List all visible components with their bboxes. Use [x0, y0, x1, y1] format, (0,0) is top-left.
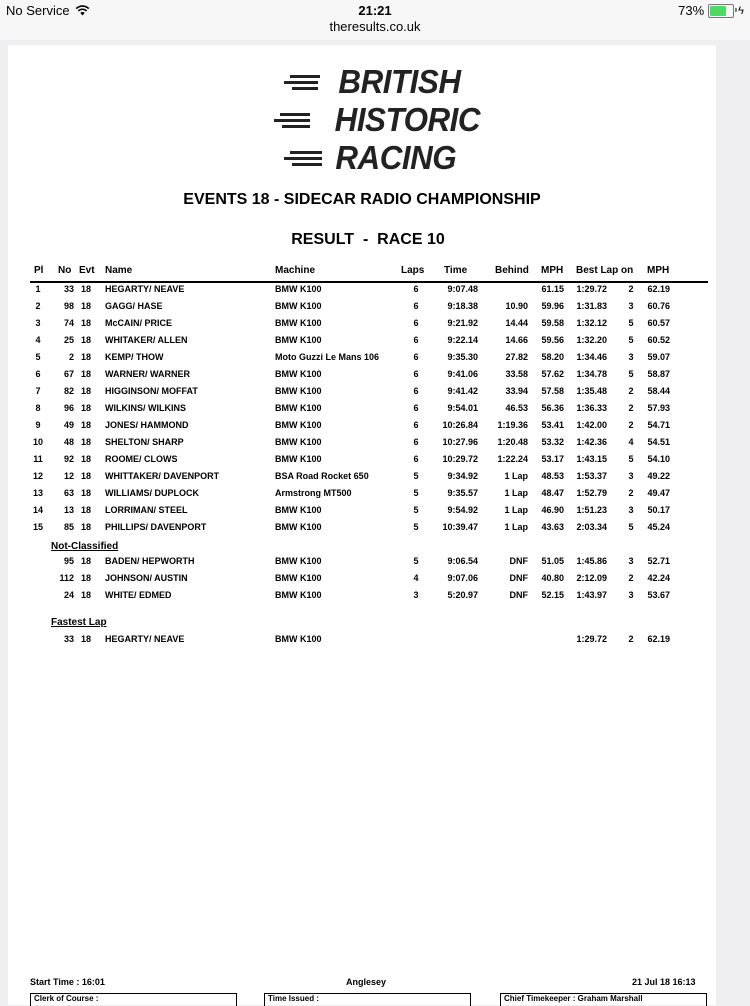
- header-laps: Laps: [401, 265, 425, 276]
- cell-laps: 5: [413, 488, 419, 498]
- cell-on: 3: [628, 505, 634, 515]
- issue-date: 21 Jul 18 16:13: [632, 977, 696, 987]
- cell-behind: 14.66: [505, 335, 528, 345]
- cell-machine: BMW K100: [275, 437, 322, 447]
- cell-name: HIGGINSON/ MOFFAT: [105, 386, 198, 396]
- cell-behind: 1 Lap: [504, 471, 528, 481]
- cell-best: 1:43.97: [576, 590, 607, 600]
- fastest-lap-row: [8, 633, 716, 650]
- cell-machine: BMW K100: [275, 634, 322, 644]
- cell-no: 25: [63, 335, 74, 345]
- cell-no: 33: [63, 634, 74, 644]
- cell-time: 9:35.30: [447, 352, 478, 362]
- cell-bmph: 54.71: [647, 420, 670, 430]
- result-row: [8, 402, 716, 419]
- not-classified-row: [8, 555, 716, 572]
- cell-mph: 48.47: [541, 488, 564, 498]
- cell-evt: 18: [81, 352, 92, 362]
- cell-on: 2: [628, 386, 634, 396]
- cell-mph: 56.36: [541, 403, 564, 413]
- result-row: [8, 419, 716, 436]
- cell-pl: 6: [35, 369, 41, 379]
- cell-best: 1:43.15: [576, 454, 607, 464]
- cell-evt: 18: [81, 573, 92, 583]
- cell-on: 3: [628, 471, 634, 481]
- cell-behind: DNF: [509, 590, 528, 600]
- header-name: Name: [105, 265, 133, 276]
- cell-name: JONES/ HAMMOND: [105, 420, 189, 430]
- cell-best: 1:42.00: [576, 420, 607, 430]
- cell-on: 2: [628, 403, 634, 413]
- cell-name: WILLIAMS/ DUPLOCK: [105, 488, 199, 498]
- cell-machine: BMW K100: [275, 403, 322, 413]
- cell-on: 3: [628, 556, 634, 566]
- cell-behind: 1:20.48: [497, 437, 528, 447]
- cell-no: 74: [63, 318, 74, 328]
- cell-time: 10:26.84: [442, 420, 478, 430]
- result-row: [8, 470, 716, 487]
- result-row: [8, 385, 716, 402]
- cell-no: 67: [63, 369, 74, 379]
- cell-pl: 14: [32, 505, 43, 515]
- cell-mph: 53.41: [541, 420, 564, 430]
- cell-time: 9:35.57: [447, 488, 478, 498]
- cell-laps: 5: [413, 556, 419, 566]
- cell-pl: 9: [35, 420, 41, 430]
- cell-behind: DNF: [509, 573, 528, 583]
- cell-on: 3: [628, 352, 634, 362]
- result-row: [8, 351, 716, 368]
- cell-name: WARNER/ WARNER: [105, 369, 190, 379]
- battery-icon: [708, 4, 734, 18]
- race-title: RESULT - RACE 10: [291, 231, 445, 248]
- cell-name: McCAIN/ PRICE: [105, 318, 173, 328]
- charging-bolt-icon: ϟ: [738, 4, 744, 17]
- carrier-label: No Service: [6, 3, 70, 18]
- cell-best: 1:31.83: [576, 301, 607, 311]
- cell-machine: BMW K100: [275, 454, 322, 464]
- cell-on: 5: [628, 454, 634, 464]
- header-mph: MPH: [541, 265, 564, 276]
- cell-behind: 1:19.36: [497, 420, 528, 430]
- cell-mph: 59.96: [541, 301, 564, 311]
- cell-name: HEGARTY/ NEAVE: [105, 284, 185, 294]
- cell-mph: 46.90: [541, 505, 564, 515]
- header-best-mph: MPH: [647, 265, 670, 276]
- cell-laps: 5: [413, 505, 419, 515]
- cell-name: JOHNSON/ AUSTIN: [105, 573, 188, 583]
- cell-time: 9:54.01: [447, 403, 478, 413]
- cell-laps: 5: [413, 471, 419, 481]
- result-row: [8, 283, 716, 300]
- cell-laps: 6: [413, 454, 419, 464]
- result-row: [8, 453, 716, 470]
- cell-machine: BMW K100: [275, 505, 322, 515]
- cell-machine: BMW K100: [275, 420, 322, 430]
- cell-evt: 18: [81, 284, 92, 294]
- cell-mph: 48.53: [541, 471, 564, 481]
- results-document: [8, 45, 716, 1005]
- cell-time: 9:34.92: [447, 471, 478, 481]
- cell-no: 33: [63, 284, 74, 294]
- result-row: [8, 334, 716, 351]
- battery-fill: [710, 6, 726, 16]
- cell-on: 4: [628, 437, 634, 447]
- cell-laps: 6: [413, 420, 419, 430]
- header-time: Time: [444, 265, 468, 276]
- cell-mph: 57.58: [541, 386, 564, 396]
- cell-pl: 2: [35, 301, 41, 311]
- cell-evt: 18: [81, 454, 92, 464]
- cell-bmph: 62.19: [647, 284, 670, 294]
- result-row: [8, 368, 716, 385]
- cell-pl: 15: [32, 522, 43, 532]
- cell-best: 1:29.72: [576, 634, 607, 644]
- cell-bmph: 54.10: [647, 454, 670, 464]
- cell-no: 2: [68, 352, 74, 362]
- cell-evt: 18: [81, 488, 92, 498]
- cell-name: WHITAKER/ ALLEN: [105, 335, 188, 345]
- cell-name: GAGG/ HASE: [105, 301, 163, 311]
- cell-on: 2: [628, 634, 634, 644]
- cell-time: 10:29.72: [442, 454, 478, 464]
- cell-time: 9:22.14: [447, 335, 478, 345]
- status-bar: [0, 0, 750, 40]
- cell-mph: 53.17: [541, 454, 564, 464]
- cell-laps: 6: [413, 437, 419, 447]
- cell-on: 2: [628, 284, 634, 294]
- cell-behind: 33.58: [505, 369, 528, 379]
- cell-mph: 43.63: [541, 522, 564, 532]
- logo-text-racing: RACING: [335, 139, 456, 176]
- cell-name: HEGARTY/ NEAVE: [105, 634, 185, 644]
- cell-evt: 18: [81, 369, 92, 379]
- cell-behind: 46.53: [505, 403, 528, 413]
- cell-mph: 52.15: [541, 590, 564, 600]
- cell-evt: 18: [81, 556, 92, 566]
- cell-bmph: 45.24: [647, 522, 670, 532]
- cell-on: 2: [628, 420, 634, 430]
- cell-evt: 18: [81, 318, 92, 328]
- result-row: [8, 436, 716, 453]
- championship-title: EVENTS 18 - SIDECAR RADIO CHAMPIONSHIP: [183, 191, 541, 208]
- cell-no: 63: [63, 488, 74, 498]
- cell-bmph: 49.47: [647, 488, 670, 498]
- cell-behind: 1 Lap: [504, 488, 528, 498]
- cell-bmph: 53.67: [647, 590, 670, 600]
- cell-no: 112: [59, 573, 74, 583]
- cell-behind: DNF: [509, 556, 528, 566]
- cell-name: WHITE/ EDMED: [105, 590, 172, 600]
- cell-time: 9:18.38: [447, 301, 478, 311]
- cell-laps: 6: [413, 284, 419, 294]
- result-row: [8, 504, 716, 521]
- cell-laps: 4: [413, 573, 419, 583]
- cell-no: 13: [63, 505, 74, 515]
- cell-best: 2:03.34: [576, 522, 607, 532]
- cell-evt: 18: [81, 590, 92, 600]
- cell-evt: 18: [81, 634, 92, 644]
- cell-bmph: 60.52: [647, 335, 670, 345]
- cell-machine: BMW K100: [275, 573, 322, 583]
- cell-name: WILKINS/ WILKINS: [105, 403, 186, 413]
- clock: 21:21: [358, 3, 392, 18]
- cell-behind: 14.44: [505, 318, 528, 328]
- cell-name: BADEN/ HEPWORTH: [105, 556, 195, 566]
- cell-machine: BMW K100: [275, 335, 322, 345]
- cell-laps: 6: [413, 352, 419, 362]
- cell-name: LORRIMAN/ STEEL: [105, 505, 188, 515]
- cell-best: 1:52.79: [576, 488, 607, 498]
- result-row: [8, 487, 716, 504]
- cell-on: 3: [628, 590, 634, 600]
- cell-best: 1:51.23: [576, 505, 607, 515]
- header-best-lap-on: Best Lap on: [576, 265, 634, 276]
- cell-on: 3: [628, 301, 634, 311]
- chief-timekeeper-box: Chief Timekeeper : Graham Marshall: [500, 993, 707, 1006]
- cell-pl: 1: [35, 284, 41, 294]
- cell-time: 10:39.47: [442, 522, 478, 532]
- cell-name: KEMP/ THOW: [105, 352, 164, 362]
- cell-machine: BMW K100: [275, 301, 322, 311]
- cell-on: 5: [628, 522, 634, 532]
- cell-best: 1:32.12: [576, 318, 607, 328]
- cell-bmph: 60.76: [647, 301, 670, 311]
- cell-time: 9:41.42: [447, 386, 478, 396]
- cell-laps: 6: [413, 386, 419, 396]
- cell-machine: Moto Guzzi Le Mans 106: [275, 352, 380, 362]
- cell-bmph: 58.44: [647, 386, 670, 396]
- cell-time: 5:20.97: [447, 590, 478, 600]
- cell-on: 2: [628, 488, 634, 498]
- cell-best: 1:29.72: [576, 284, 607, 294]
- cell-bmph: 62.19: [647, 634, 670, 644]
- cell-pl: 4: [35, 335, 41, 345]
- cell-best: 1:34.78: [576, 369, 607, 379]
- cell-no: 85: [63, 522, 74, 532]
- cell-best: 2:12.09: [576, 573, 607, 583]
- cell-no: 12: [63, 471, 74, 481]
- cell-laps: 6: [413, 403, 419, 413]
- cell-laps: 5: [413, 522, 419, 532]
- cell-name: WHITTAKER/ DAVENPORT: [105, 471, 220, 481]
- cell-time: 9:41.06: [447, 369, 478, 379]
- cell-mph: 58.20: [541, 352, 564, 362]
- cell-no: 48: [63, 437, 74, 447]
- cell-no: 24: [63, 590, 74, 600]
- bhr-logo: [278, 63, 480, 176]
- cell-no: 92: [63, 454, 74, 464]
- cell-machine: BMW K100: [275, 318, 322, 328]
- cell-pl: 13: [32, 488, 43, 498]
- cell-evt: 18: [81, 335, 92, 345]
- result-row: [8, 300, 716, 317]
- cell-pl: 12: [32, 471, 43, 481]
- cell-best: 1:35.48: [576, 386, 607, 396]
- cell-evt: 18: [81, 522, 92, 532]
- result-row: [8, 521, 716, 538]
- cell-machine: BMW K100: [275, 369, 322, 379]
- cell-laps: 6: [413, 318, 419, 328]
- header-machine: Machine: [275, 265, 316, 276]
- cell-evt: 18: [81, 437, 92, 447]
- cell-no: 96: [63, 403, 74, 413]
- not-classified-heading: Not-Classified: [51, 541, 119, 552]
- cell-mph: 57.62: [541, 369, 564, 379]
- cell-pl: 10: [32, 437, 43, 447]
- cell-mph: 53.32: [541, 437, 564, 447]
- status-right: [678, 3, 744, 18]
- cell-bmph: 49.22: [647, 471, 670, 481]
- cell-behind: 1 Lap: [504, 505, 528, 515]
- cell-laps: 6: [413, 335, 419, 345]
- cell-no: 98: [63, 301, 74, 311]
- not-classified-row: [8, 572, 716, 589]
- cell-time: 9:07.48: [447, 284, 478, 294]
- cell-on: 5: [628, 318, 634, 328]
- cell-time: 9:07.06: [447, 573, 478, 583]
- cell-time: 9:21.92: [447, 318, 478, 328]
- cell-pl: 7: [35, 386, 41, 396]
- cell-laps: 3: [413, 590, 419, 600]
- cell-mph: 59.56: [541, 335, 564, 345]
- cell-bmph: 58.87: [647, 369, 670, 379]
- cell-best: 1:53.37: [576, 471, 607, 481]
- cell-best: 1:32.20: [576, 335, 607, 345]
- cell-no: 49: [63, 420, 74, 430]
- start-time: Start Time : 16:01: [30, 977, 105, 987]
- cell-laps: 6: [413, 369, 419, 379]
- cell-pl: 11: [33, 454, 43, 464]
- cell-bmph: 52.71: [647, 556, 670, 566]
- cell-pl: 8: [35, 403, 41, 413]
- cell-time: 10:27.96: [442, 437, 478, 447]
- cell-bmph: 42.24: [647, 573, 670, 583]
- cell-best: 1:36.33: [576, 403, 607, 413]
- cell-evt: 18: [81, 420, 92, 430]
- cell-on: 5: [628, 335, 634, 345]
- address-bar-url[interactable]: theresults.co.uk: [329, 19, 421, 34]
- time-issued-box: Time Issued :: [264, 993, 471, 1006]
- cell-machine: Armstrong MT500: [275, 488, 352, 498]
- cell-time: 9:06.54: [447, 556, 478, 566]
- cell-best: 1:42.36: [576, 437, 607, 447]
- cell-time: 9:54.92: [447, 505, 478, 515]
- clerk-of-course-box: Clerk of Course :: [30, 993, 237, 1006]
- cell-machine: BSA Road Rocket 650: [275, 471, 369, 481]
- cell-on: 5: [628, 369, 634, 379]
- cell-bmph: 54.51: [647, 437, 670, 447]
- cell-behind: 27.82: [505, 352, 528, 362]
- cell-mph: 61.15: [541, 284, 564, 294]
- header-pl: Pl: [34, 265, 44, 276]
- cell-name: PHILLIPS/ DAVENPORT: [105, 522, 207, 532]
- cell-name: SHELTON/ SHARP: [105, 437, 184, 447]
- cell-name: ROOME/ CLOWS: [105, 454, 178, 464]
- cell-best: 1:45.86: [576, 556, 607, 566]
- cell-pl: 3: [35, 318, 41, 328]
- cell-evt: 18: [81, 386, 92, 396]
- venue: Anglesey: [346, 977, 387, 987]
- cell-bmph: 59.07: [647, 352, 670, 362]
- cell-evt: 18: [81, 403, 92, 413]
- logo-text-historic: HISTORIC: [334, 101, 480, 138]
- result-row: [8, 317, 716, 334]
- header-evt: Evt: [79, 265, 95, 276]
- cell-behind: 1 Lap: [504, 522, 528, 532]
- cell-machine: BMW K100: [275, 386, 322, 396]
- cell-machine: BMW K100: [275, 556, 322, 566]
- cell-machine: BMW K100: [275, 590, 322, 600]
- cell-mph: 59.58: [541, 318, 564, 328]
- cell-no: 95: [63, 556, 74, 566]
- cell-bmph: 57.93: [647, 403, 670, 413]
- logo-text-british: BRITISH: [337, 63, 460, 100]
- cell-mph: 40.80: [541, 573, 564, 583]
- cell-on: 2: [628, 573, 634, 583]
- cell-bmph: 50.17: [647, 505, 670, 515]
- header-no: No: [58, 265, 72, 276]
- fastest-lap-heading: Fastest Lap: [51, 617, 107, 628]
- cell-evt: 18: [81, 505, 92, 515]
- cell-machine: BMW K100: [275, 522, 322, 532]
- cell-bmph: 60.57: [647, 318, 670, 328]
- cell-evt: 18: [81, 471, 92, 481]
- cell-no: 82: [63, 386, 74, 396]
- header-behind: Behind: [495, 265, 529, 276]
- cell-pl: 5: [35, 352, 41, 362]
- cell-best: 1:34.46: [576, 352, 607, 362]
- battery-percent: 73%: [678, 3, 705, 18]
- cell-mph: 51.05: [541, 556, 564, 566]
- cell-behind: 33.94: [505, 386, 528, 396]
- cell-evt: 18: [81, 301, 92, 311]
- not-classified-row: [8, 589, 716, 606]
- cell-laps: 6: [413, 301, 419, 311]
- cell-behind: 1:22.24: [497, 454, 528, 464]
- cell-machine: BMW K100: [275, 284, 322, 294]
- cell-behind: 10.90: [505, 301, 528, 311]
